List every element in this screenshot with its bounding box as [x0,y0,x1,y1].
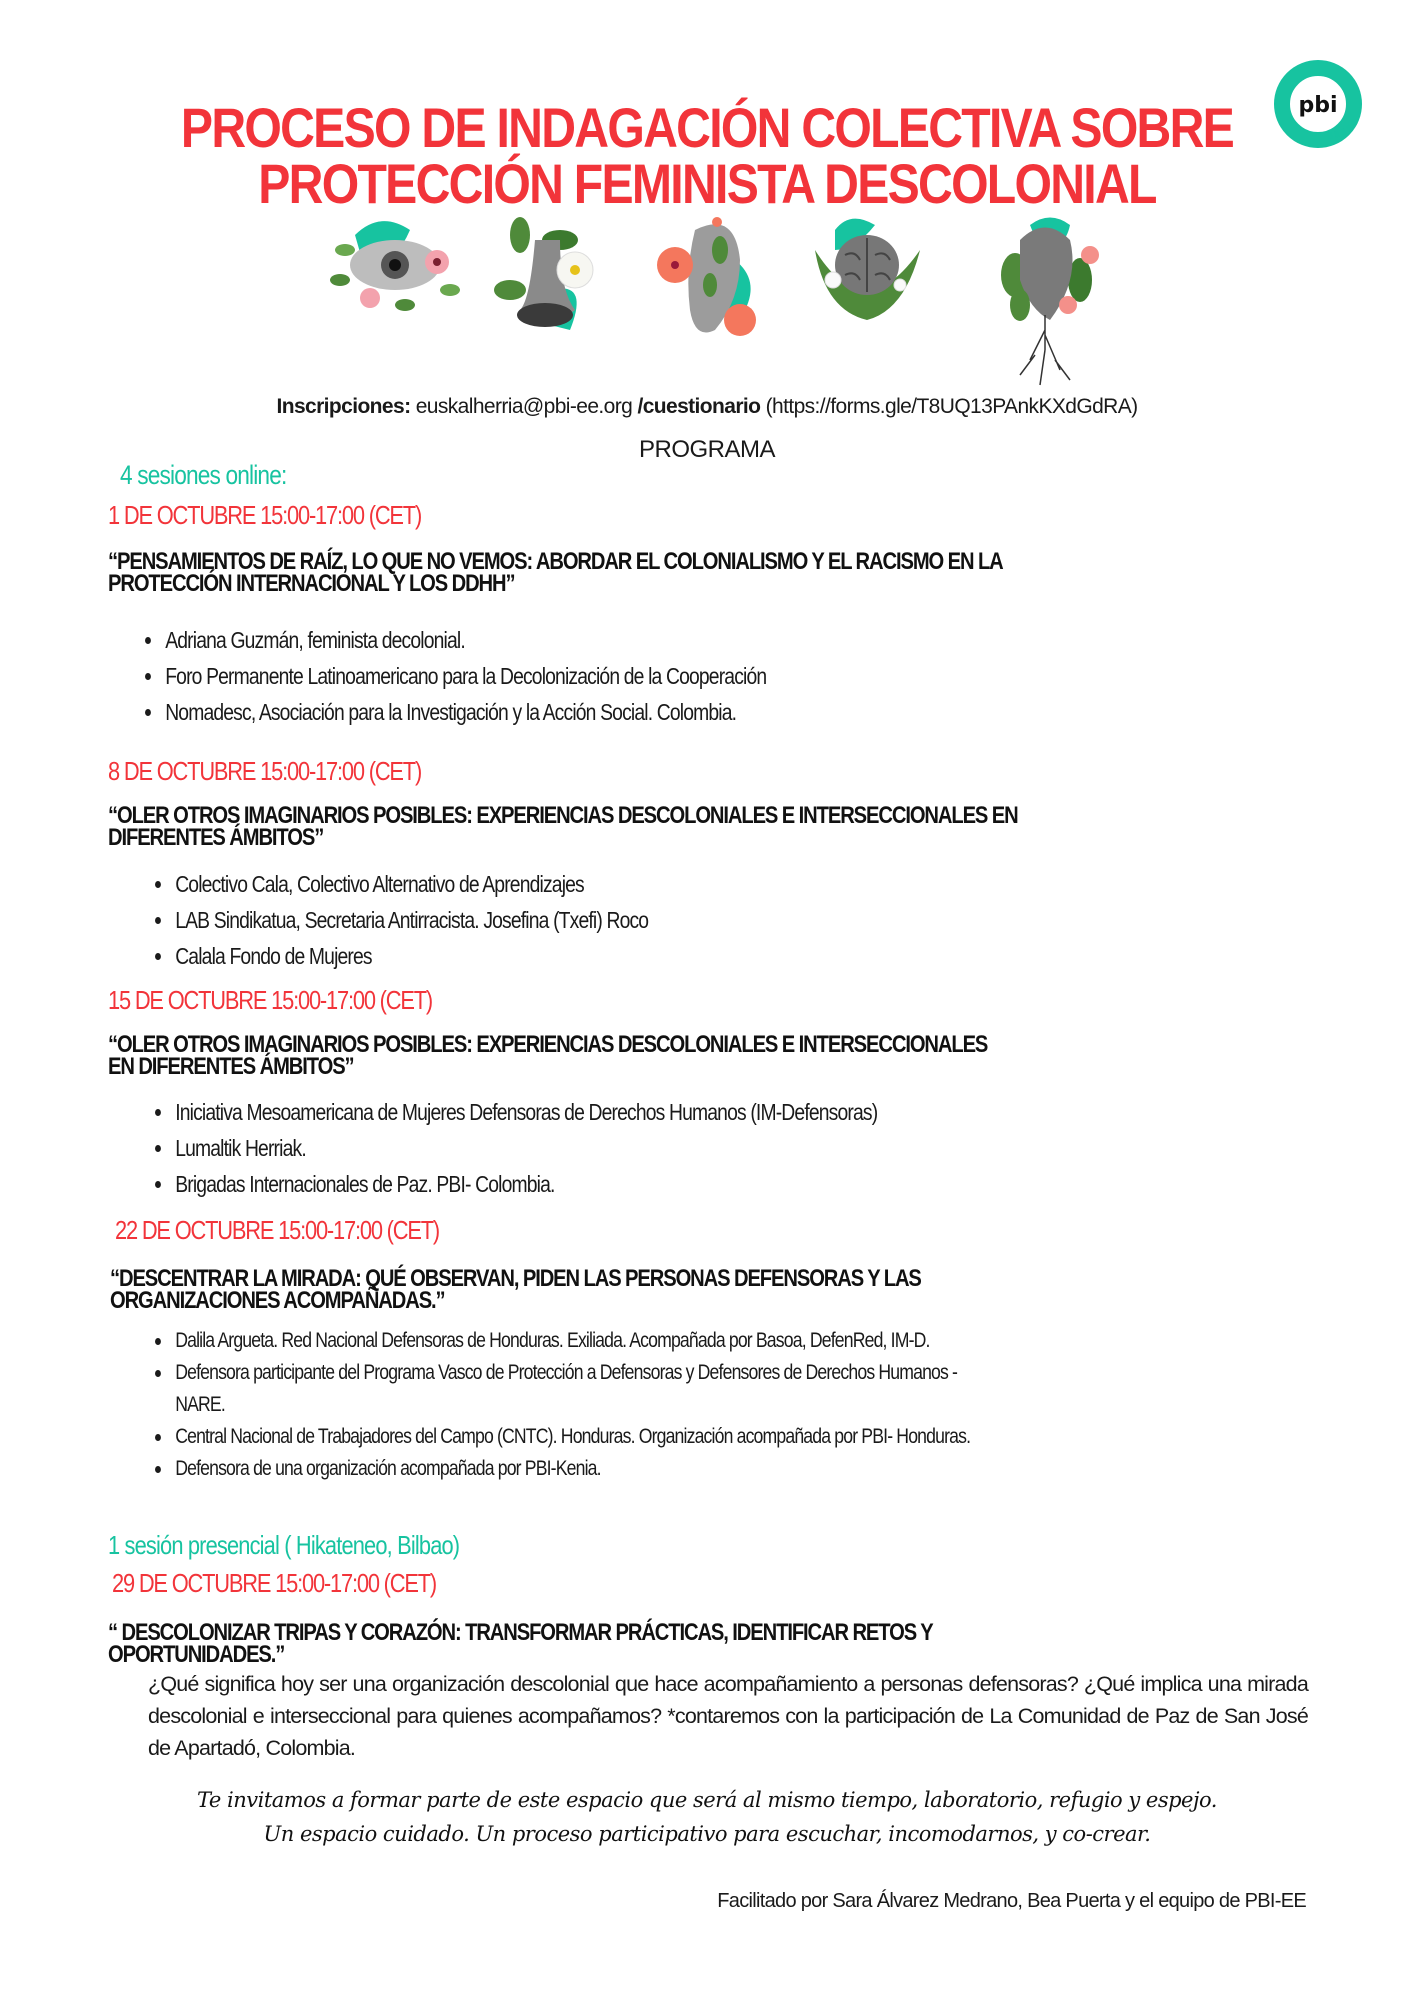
speaker-item: Defensora participante del Programa Vasco de Protección a Defensoras y Defensores de Derechos Humanos - [150,1357,970,1389]
registration-separator: / [637,395,643,418]
title-line-1: PROCESO DE INDAGACIÓN COLECTIVA SOBRE [180,96,1234,159]
presencial-session-topic [108,1619,1090,1668]
session-4-topic [110,1265,1075,1314]
brain-illustration [805,210,930,325]
session-3-date: 15 DE OCTUBRE 15:00-17:00 (CET) [108,985,433,1015]
session-4-topic-line-1: “DESCENTRAR LA MIRADA: QUÉ OBSERVAN, PIDEN LAS PERSONAS DEFENSORAS Y LAS [110,1265,921,1292]
invitation-line-2: Un espacio cuidado. Un proceso participativo para escuchar, incomodarnos, y co-crear. [263,1822,1151,1846]
program-heading: PROGRAMA [638,436,775,463]
session-3-speakers [150,1094,1016,1202]
speaker-item: Foro Permanente Latinoamericano para la Decolonización de la Cooperación [140,658,766,694]
page-title [0,96,1414,215]
speaker-item: Defensora de una organización acompañada por PBI-Kenia. [150,1453,970,1485]
session-3-topic-line-2: EN DIFERENTES ÁMBITOS” [108,1053,354,1080]
session-4-speakers [150,1325,1126,1485]
speaker-item: Iniciativa Mesoamericana de Mujeres Defensoras de Derechos Humanos (IM-Defensoras) [150,1094,877,1130]
speaker-item: LAB Sindikatua, Secretaria Antirracista. Josefina (Txefi) Roco [150,902,648,938]
session-4-date: 22 DE OCTUBRE 15:00-17:00 (CET) [115,1215,440,1245]
speaker-item: Brigadas Internacionales de Paz. PBI- Colombia. [150,1166,877,1202]
online-sessions-label: 4 sesiones online: [120,460,287,490]
form-link[interactable]: (https://forms.gle/T8UQ13PAnkKXdGdRA) [765,395,1138,418]
presencial-topic-line-1: “ DESCOLONIZAR TRIPAS Y CORAZÓN: TRANSFORMAR PRÁCTICAS, IDENTIFICAR RETOS Y [108,1619,933,1646]
eye-illustration [325,210,470,325]
session-1-topic-line-2: PROTECCIÓN INTERNACIONAL Y LOS DDHH” [108,570,515,597]
facilitators-credit: Facilitado por Sara Álvarez Medrano, Bea Puerta y el equipo de PBI-EE [717,1890,1306,1912]
session-3-topic-line-1: “OLER OTROS IMAGINARIOS POSIBLES: EXPERIENCIAS DESCOLONIALES E INTERSECCIONALES [108,1031,988,1058]
nose-illustration [490,210,605,355]
speaker-continuation: NARE. [175,1393,225,1416]
form-label: cuestionario [642,395,761,418]
title-line-2: PROTECCIÓN FEMINISTA DESCOLONIAL [258,152,1156,215]
session-2-date: 8 DE OCTUBRE 15:00-17:00 (CET) [108,756,422,786]
session-2-topic-line-2: DIFERENTES ÁMBITOS” [108,824,324,851]
session-2-speakers [150,866,743,974]
speaker-item: Central Nacional de Trabajadores del Campo (CNTC). Honduras. Organización acompañada por PBI- Honduras. [150,1421,970,1453]
session-2-topic [108,802,1191,851]
presencial-session-label: 1 sesión presencial ( Hikateneo, Bilbao) [108,1530,460,1560]
session-1-topic [108,548,1173,597]
session-1-date: 1 DE OCTUBRE 15:00-17:00 (CET) [108,500,422,530]
session-3-topic [108,1031,1155,1080]
speaker-item: Dalila Argueta. Red Nacional Defensoras de Honduras. Exiliada. Acompañada por Basoa, DefenRed, IM-D. [150,1325,970,1357]
invitation-line-1: Te invitamos a formar parte de este espacio que será al mismo tiempo, laboratorio, refugio y espejo. [197,1788,1217,1812]
session-1-speakers [140,622,886,730]
registration-line [0,395,1414,419]
logo-text: pbi [1298,93,1338,118]
speaker-item: Colectivo Cala, Colectivo Alternativo de Aprendizajes [150,866,648,902]
session-1-topic-line-1: “PENSAMIENTOS DE RAÍZ, LO QUE NO VEMOS: ABORDAR EL COLONIALISMO Y EL RACISMO EN LA [108,548,1003,575]
presencial-topic-line-2: OPORTUNIDADES.” [108,1641,285,1668]
presencial-description: ¿Qué significa hoy ser una organización descolonial que hace acompañamiento a personas defensoras? ¿Qué implica una mirada descolonial e interseccional para quienes acompañamos? *contaremos con la participación de La Comunidad de Paz de San José de Apartadó, Colombia. [148,1672,1308,1760]
invitation-text [0,1783,1414,1851]
presencial-session-date: 29 DE OCTUBRE 15:00-17:00 (CET) [112,1568,437,1598]
speaker-item: Nomadesc, Asociación para la Investigación y la Acción Social. Colombia. [140,694,766,730]
registration-email[interactable]: euskalherria@pbi-ee.org [415,395,633,418]
speaker-item: Adriana Guzmán, feminista decolonial. [140,622,766,658]
heart-illustration [990,210,1100,405]
speaker-item: Calala Fondo de Mujeres [150,938,648,974]
speaker-item: Lumaltik Herriak. [150,1130,877,1166]
session-2-topic-line-1: “OLER OTROS IMAGINARIOS POSIBLES: EXPERIENCIAS DESCOLONIALES E INTERSECCIONALES EN [108,802,1018,829]
ear-illustration [655,210,770,355]
registration-label: Inscripciones: [276,395,411,418]
session-4-topic-line-2: ORGANIZACIONES ACOMPAÑADAS.” [110,1287,445,1314]
